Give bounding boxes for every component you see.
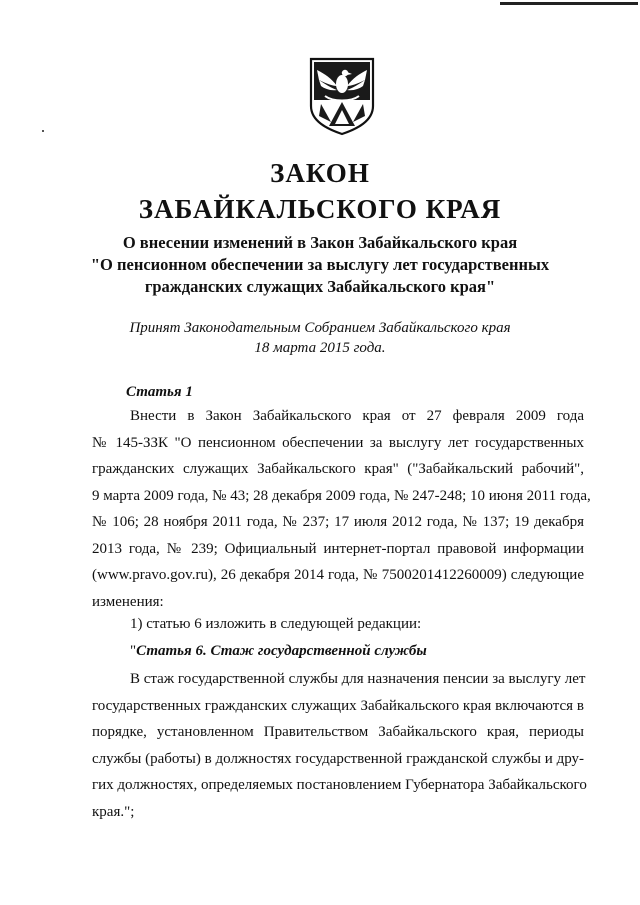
top-edge-rule — [500, 2, 638, 5]
coat-of-arms-icon — [307, 56, 377, 136]
adoption-note — [60, 318, 580, 358]
paragraph-line: Внести в Закон Забайкальского края от 27 февраля 2009 года — [130, 408, 584, 424]
adoption-line: Принят Законодательным Собранием Забайкальского края — [129, 320, 511, 336]
paragraph-line: государственных гражданских служащих Забайкальского края включаются в — [92, 697, 584, 714]
amendment-item-1: 1) статью 6 изложить в следующей редакции: — [130, 616, 422, 632]
article6-heading: Статья 6. Стаж государственной службы — [136, 642, 427, 659]
paragraph-line: края."; — [92, 803, 135, 820]
paragraph-line: № 106; 28 ноября 2011 года, № 237; 17 июля 2012 года, № 137; 19 декабря — [92, 514, 584, 530]
opening-quote: " — [130, 642, 137, 659]
paragraph-line: изменения: — [92, 593, 164, 610]
paragraph-line: В стаж государственной службы для назначения пенсии за выслугу лет — [130, 671, 586, 687]
article-heading: Статья 1 — [126, 384, 193, 400]
amendment-items — [92, 611, 584, 664]
paragraph-line: № 145-ЗЗК "О пенсионном обеспечении за выслугу лет государственных — [92, 434, 584, 451]
article1-paragraph — [92, 403, 591, 615]
paragraph-line: 2013 года, № 239; Официальный интернет-портал правовой информации — [92, 540, 584, 557]
subtitle-line: гражданских служащих Забайкальского края" — [144, 277, 496, 296]
article6-heading-line — [92, 638, 584, 665]
paragraph-line: (www.pravo.gov.ru), 26 декабря 2014 года, № 7500201412260009) следующие — [92, 567, 584, 583]
paragraph-line: гих должностях, определяемых постановлением Губернатора Забайкальского — [92, 777, 587, 793]
paragraph-line: порядке, установленном Правительством Забайкальского края, периоды — [92, 724, 584, 740]
adoption-date: 18 марта 2015 года. — [254, 340, 386, 356]
paragraph-line: 9 марта 2009 года, № 43; 28 декабря 2009 года, № 247-248; 10 июня 2011 года, — [92, 487, 591, 504]
article6-text — [92, 666, 587, 825]
paragraph-line: гражданских служащих Забайкальского края" ("Забайкальский рабочий", — [92, 461, 584, 477]
law-subtitle — [60, 232, 580, 298]
subtitle-line: "О пенсионном обеспечении за выслугу лет государственных — [90, 255, 550, 274]
scan-speck — [42, 130, 44, 132]
law-title: ЗАКОН — [270, 158, 370, 188]
subtitle-line: О внесении изменений в Закон Забайкальского края — [122, 233, 518, 252]
paragraph-line: службы (работы) в должностях государственной гражданской службы и дру- — [92, 750, 584, 767]
law-region-title: ЗАБАЙКАЛЬСКОГО КРАЯ — [138, 194, 502, 224]
